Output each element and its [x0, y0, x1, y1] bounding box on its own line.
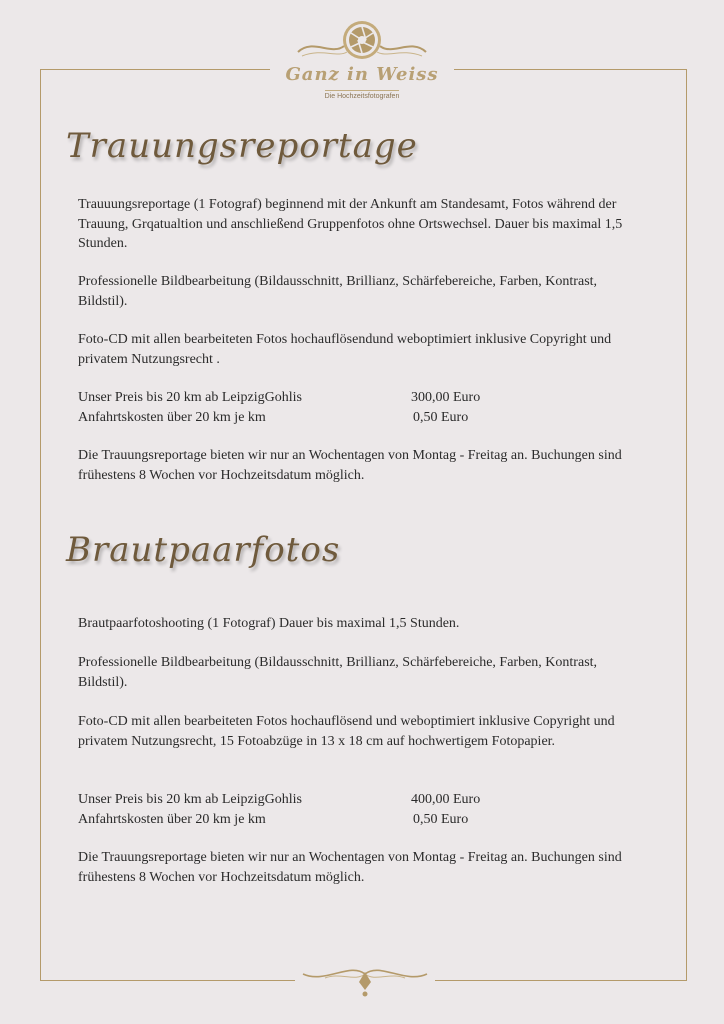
bottom-ornament — [295, 962, 435, 1002]
section-heading-trauungsreportage: Trauungsreportage — [66, 126, 418, 166]
price-value: 300,00 Euro — [411, 390, 481, 405]
paragraph: Professionelle Bildbearbeitung (Bildausschnitt, Brillianz, Schärfebereiche, Farben, Kontrast, Bildstil). — [78, 655, 598, 690]
price-label: Anfahrtskosten über 20 km je km — [78, 812, 266, 827]
section-heading-brautpaarfotos: Brautpaarfotos — [66, 530, 341, 570]
booking-note: Die Trauungsreportage bieten wir nur an Wochentagen von Montag - Freitag an. Buchungen sind frühestens 8 Wochen vor Hochzeitsdatum möglich. — [78, 448, 622, 483]
paragraph: Brautpaarfotoshooting (1 Fotograf) Dauer bis maximal 1,5 Stunden. — [78, 616, 460, 631]
price-label: Anfahrtskosten über 20 km je km — [78, 410, 266, 425]
price-label: Unser Preis bis 20 km ab LeipzigGohlis — [78, 792, 302, 807]
camera-aperture-logo-icon — [292, 18, 432, 64]
logo — [270, 18, 454, 118]
paragraph: Foto-CD mit allen bearbeiteten Fotos hochauflösend und weboptimiert inklusive Copyright und privatem Nutzungsrecht, 15 Fotoabzüge in 13 x 18 cm auf hochwertigem Fotopapier. — [78, 714, 615, 749]
price-label: Unser Preis bis 20 km ab LeipzigGohlis — [78, 390, 302, 405]
flourish-ornament-icon — [295, 962, 435, 1002]
brand-tagline: Die Hochzeitsfotografen — [325, 90, 400, 100]
brand-name: Ganz in Weiss — [285, 64, 439, 85]
paragraph: Foto-CD mit allen bearbeiteten Fotos hochauflösendund weboptimiert inklusive Copyright und privatem Nutzungsrecht . — [78, 332, 612, 367]
price-value: 0,50 Euro — [413, 812, 469, 827]
paragraph: Professionelle Bildbearbeitung (Bildausschnitt, Brillianz, Schärfebereiche, Farben, Kontrast, Bildstil). — [78, 274, 598, 309]
paragraph: Trauuungsreportage (1 Fotograf) beginnend mit der Ankunft am Standesamt, Fotos während der Trauung, Grqatualtion und anschließend Gruppenfotos ohne Ortswechsel. Dauer bis maximal 1,5 Stunden. — [78, 197, 623, 251]
price-value: 400,00 Euro — [411, 792, 481, 807]
price-value: 0,50 Euro — [413, 410, 469, 425]
booking-note: Die Trauungsreportage bieten wir nur an Wochentagen von Montag - Freitag an. Buchungen sind frühestens 8 Wochen vor Hochzeitsdatum möglich. — [78, 850, 622, 885]
